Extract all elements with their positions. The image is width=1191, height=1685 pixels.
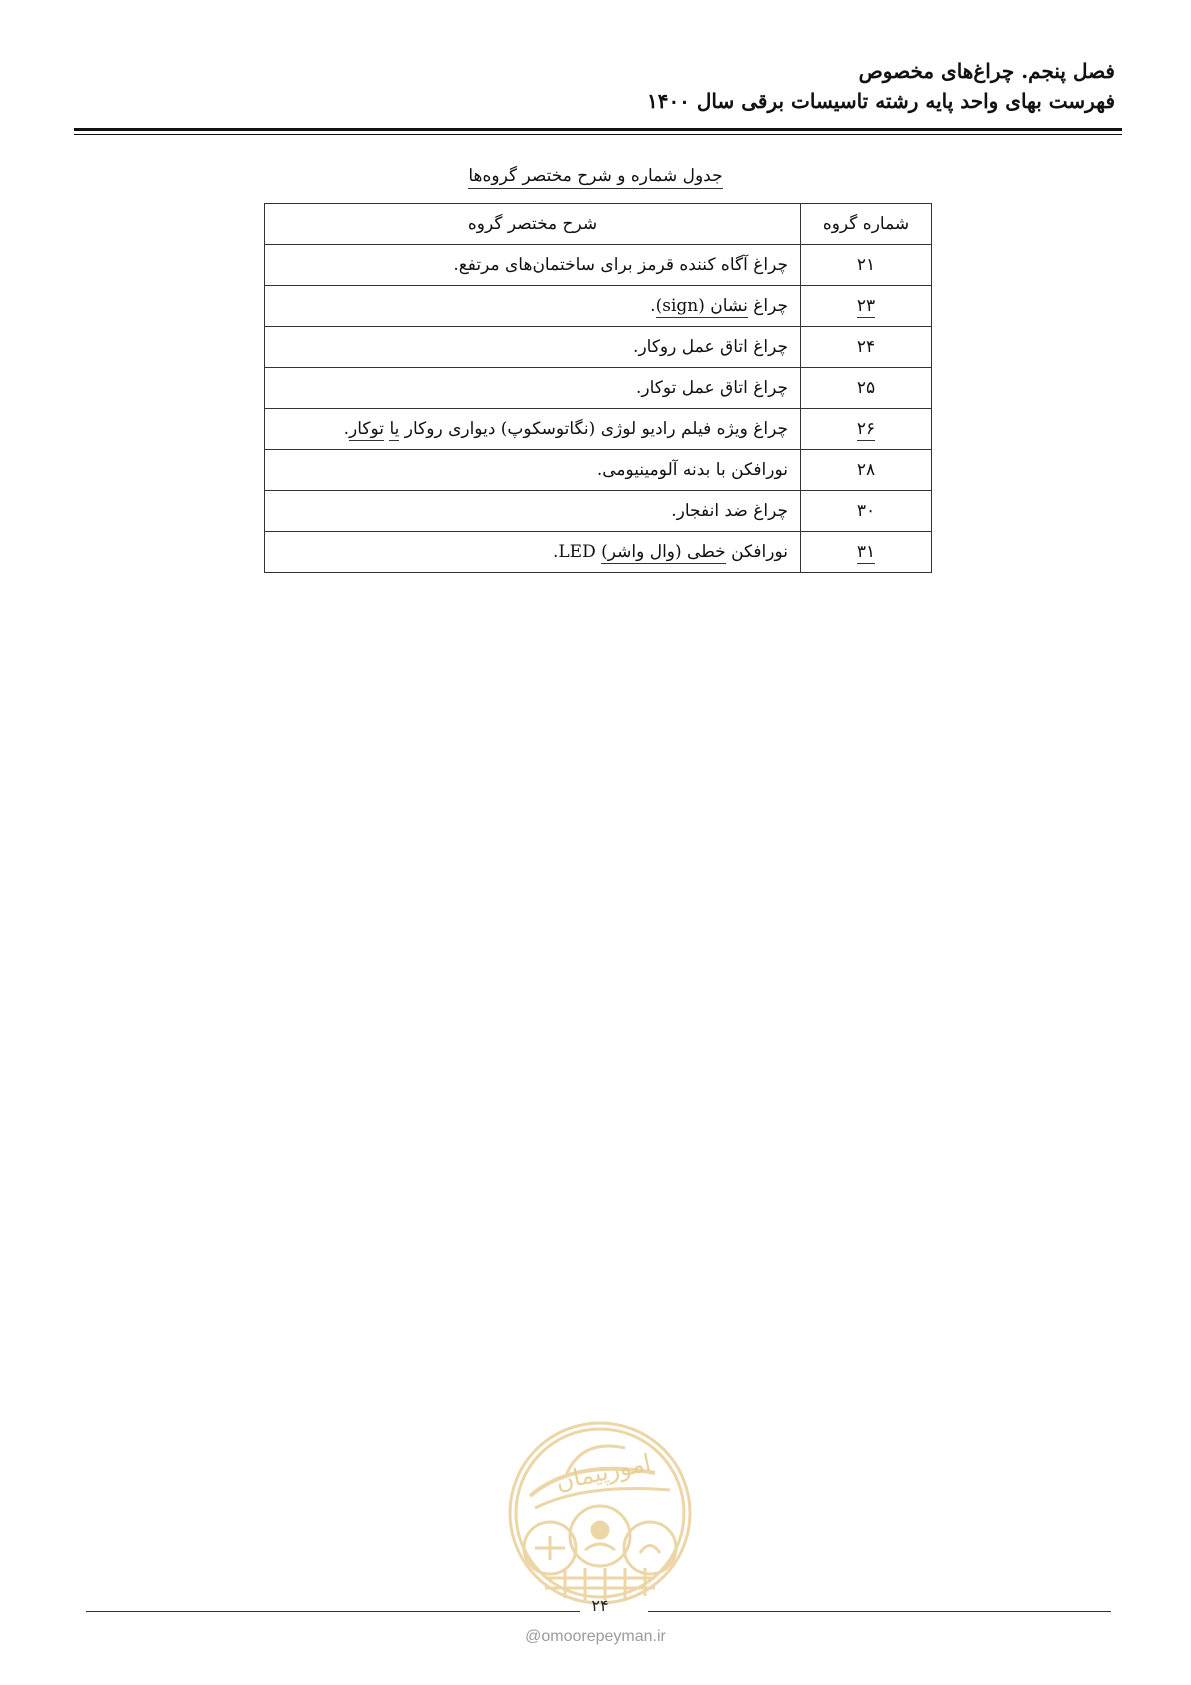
table-row bbox=[265, 409, 932, 450]
desc-underlined: خطی (وال واشر) bbox=[601, 542, 726, 562]
group-description bbox=[265, 409, 801, 450]
group-number: ۲۸ bbox=[801, 450, 932, 491]
table-caption bbox=[0, 166, 1191, 186]
table-row bbox=[265, 327, 932, 368]
omoorepeyman-watermark-logo bbox=[505, 1418, 695, 1608]
group-description: نورافکن با بدنه آلومینیومی. bbox=[265, 450, 801, 491]
desc-part: . bbox=[650, 296, 656, 316]
group-number: ۳۰ bbox=[801, 491, 932, 532]
group-description bbox=[265, 286, 801, 327]
groups-table bbox=[264, 203, 932, 573]
group-number bbox=[801, 286, 932, 327]
group-number bbox=[801, 532, 932, 573]
site-url: omoorepeyman.ir bbox=[541, 1628, 666, 1645]
desc-part: چراغ bbox=[747, 296, 788, 316]
at-icon: @ bbox=[525, 1628, 542, 1645]
table-caption-text: جدول شماره و شرح مختصر گروه‌ها bbox=[468, 166, 722, 189]
group-number bbox=[801, 409, 932, 450]
group-number: ۲۵ bbox=[801, 368, 932, 409]
table-header-row bbox=[265, 204, 932, 245]
table-row bbox=[265, 491, 932, 532]
page-header bbox=[75, 56, 1115, 116]
footer-rule-right bbox=[648, 1611, 1111, 1612]
group-description: چراغ اتاق عمل توکار. bbox=[265, 368, 801, 409]
group-description: چراغ ضد انفجار. bbox=[265, 491, 801, 532]
price-list-title: فهرست بهای واحد پایه رشته تاسیسات برقی سال ۱۴۰۰ bbox=[646, 89, 1115, 113]
desc-part: . bbox=[343, 419, 350, 439]
group-number-text: ۲۶ bbox=[856, 419, 876, 439]
desc-underlined: نشان (sign) bbox=[655, 296, 748, 316]
group-number-text: ۲۳ bbox=[856, 296, 876, 316]
table-row bbox=[265, 286, 932, 327]
header-rule-thick bbox=[74, 128, 1122, 131]
group-description bbox=[265, 532, 801, 573]
footer-rule-left bbox=[86, 1611, 580, 1612]
table-row bbox=[265, 532, 932, 573]
desc-part: LED. bbox=[552, 542, 602, 562]
page-number: ۲۴ bbox=[591, 1596, 609, 1615]
desc-underlined: یا bbox=[389, 419, 400, 439]
group-number: ۲۴ bbox=[801, 327, 932, 368]
desc-part: نورافکن bbox=[725, 542, 788, 562]
table-row bbox=[265, 368, 932, 409]
group-number: ۲۱ bbox=[801, 245, 932, 286]
watermark-site bbox=[0, 1628, 1191, 1646]
group-description: چراغ آگاه کننده قرمز برای ساختمان‌های مرتفع. bbox=[265, 245, 801, 286]
chapter-title: فصل پنجم. چراغ‌های مخصوص bbox=[858, 59, 1115, 83]
column-header-number: شماره گروه bbox=[801, 204, 932, 245]
desc-underlined: توکار bbox=[349, 419, 385, 439]
column-header-description: شرح مختصر گروه bbox=[265, 204, 801, 245]
table-row bbox=[265, 245, 932, 286]
watermark-logo-text: امورپیمان bbox=[553, 1448, 654, 1496]
group-description: چراغ اتاق عمل روکار. bbox=[265, 327, 801, 368]
group-number-text: ۳۱ bbox=[856, 542, 876, 562]
header-rule-thin bbox=[74, 134, 1122, 135]
desc-part: چراغ ویژه فیلم رادیو لوژی (نگاتوسکوپ) دیواری روکار bbox=[399, 419, 788, 439]
table-row bbox=[265, 450, 932, 491]
